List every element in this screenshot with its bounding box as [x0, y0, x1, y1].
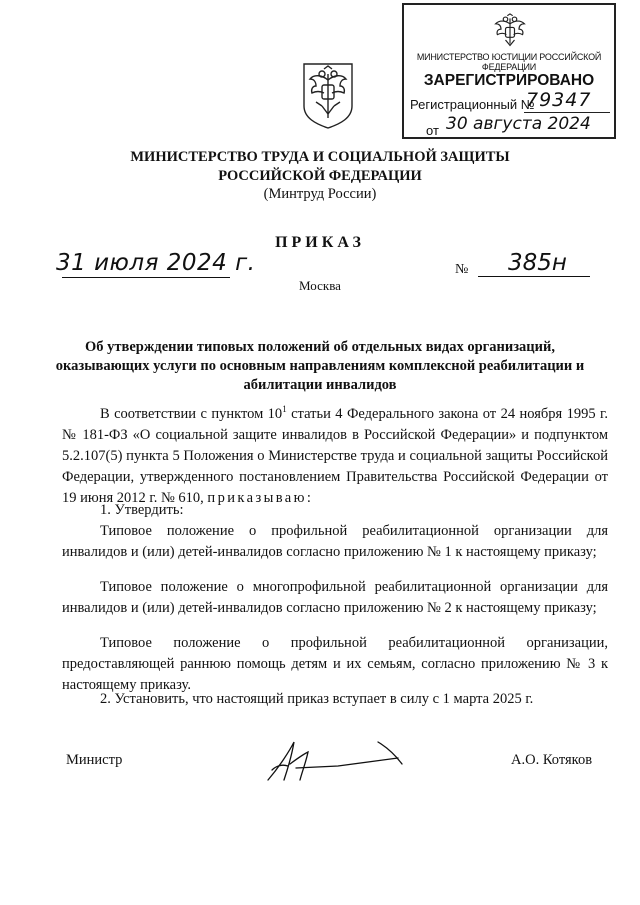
stamp-date-label: от: [426, 123, 439, 138]
document-title: Об утверждении типовых положений об отдельных видах организаций, оказывающих услуги по основным направлениям комплексной реабилитации и абилитации инвалидов: [55, 339, 585, 393]
ministry-short-name: (Минтруд России): [263, 186, 377, 202]
preamble-rest: статьи 4 Федерального закона от 24 ноября 1995 г. № 181-ФЗ «О социальной защите инвалидов в Российской Федерации» и подпунктом 5.2.107(5) пункта 5 Положения о Министерстве труда и социальной защиты Российской Федерации, утвержденного постановлением Правительства Российской Федерации от 19 июня 2012 г. № 610,: [62, 406, 608, 506]
stamp-emblem-icon: [492, 13, 528, 49]
paragraph-item-2: Типовое положение о многопрофильной реабилитационной организации для инвалидов и (или) детей-инвалидов согласно приложению № 2 к настоящему приказу;: [62, 579, 608, 616]
paragraph-effective-date: 2. Установить, что настоящий приказ вступает в силу с 1 марта 2025 г.: [100, 691, 534, 707]
stamp-reg-number: 79347: [526, 89, 592, 111]
ministry-name-line2: РОССИЙСКОЙ ФЕДЕРАЦИИ: [218, 168, 422, 184]
paragraph-approve: 1. Утвердить:: [100, 502, 184, 518]
paragraph-preamble: [62, 404, 608, 509]
handwritten-signature: [228, 736, 418, 786]
paragraph-item-3: Типовое положение о профильной реабилитационной организации, предоставляющей раннюю помощь детям и их семьям, согласно приложению № 3 к настоящему приказу.: [62, 635, 608, 693]
preamble-start: В соответствии с пунктом 10: [100, 406, 283, 422]
stamp-reg-label: Регистрационный №: [410, 97, 535, 112]
order-type: ПРИКАЗ: [275, 234, 365, 251]
signer-name: А.О. Котяков: [511, 752, 593, 768]
ministry-name-line1: МИНИСТЕРСТВО ТРУДА И СОЦИАЛЬНОЙ ЗАЩИТЫ: [130, 149, 510, 165]
ministry-name: [0, 148, 640, 186]
paragraph-item-1: Типовое положение о профильной реабилитационной организации для инвалидов и (или) детей-инвалидов согласно приложению № 1 к настоящему приказу;: [62, 523, 608, 560]
preamble-order-word: приказываю:: [207, 490, 314, 506]
order-date-handwritten: 31 июля 2024 г.: [56, 250, 256, 276]
preamble-superscript: 1: [282, 404, 287, 415]
coat-of-arms-icon: [300, 60, 356, 130]
order-number-underline: [478, 276, 590, 277]
order-number-handwritten: 385н: [508, 250, 567, 276]
stamp-status: ЗАРЕГИСТРИРОВАНО: [423, 72, 595, 89]
order-number-sign: №: [455, 262, 469, 277]
stamp-ministry: МИНИСТЕРСТВО ЮСТИЦИИ РОССИЙСКОЙ ФЕДЕРАЦИИ: [416, 52, 602, 72]
signer-position: Министр: [66, 752, 123, 768]
order-city: Москва: [299, 278, 341, 293]
stamp-date: 30 августа 2024: [446, 114, 591, 134]
registration-stamp: [402, 3, 616, 139]
